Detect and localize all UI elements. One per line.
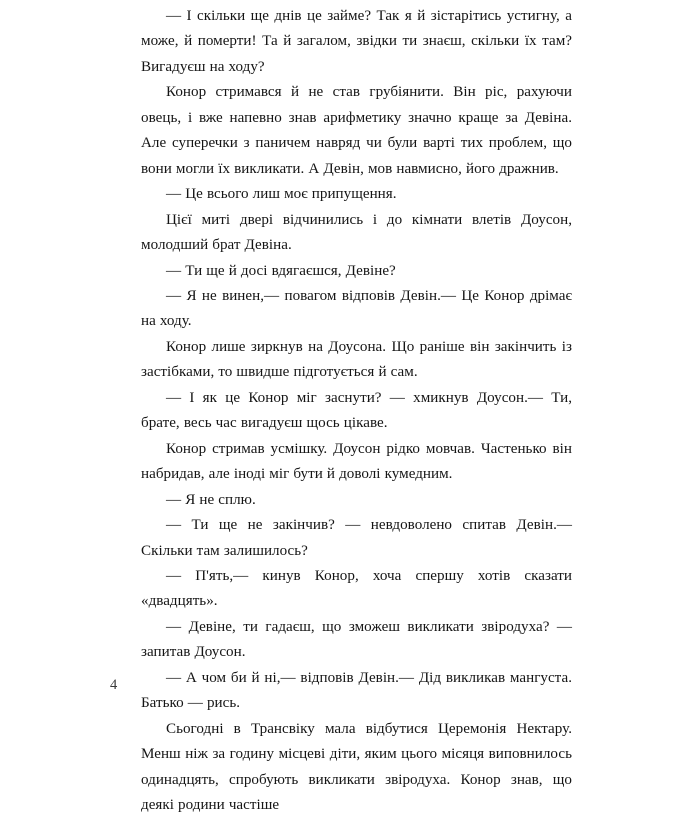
page-number: 4 — [110, 677, 118, 693]
paragraph: — Девіне, ти гадаєш, що зможеш викликати звіродуха? — запитав Доусон. — [141, 618, 572, 661]
paragraph: — І як це Конор міг заснути? — хмикнув Доусон.— Ти, брате, весь час вигадуєш щось цікаве. — [141, 389, 572, 432]
paragraph: — І скільки ще днів це займе? Так я й зістарітись устигну, а може, й померти! Та й загалом, звідки ти знаєш, скільки їх там? Вигадуєш на ходу? — [141, 8, 572, 75]
paragraph: — П'ять,— кинув Конор, хоча спершу хотів сказати «двадцять». — [141, 567, 572, 610]
paragraph: Конор лише зиркнув на Доусона. Що раніше він закінчить із застібками, то швидше підготується й сам. — [141, 338, 572, 381]
paragraph: — А чом би й ні,— відповів Девін.— Дід викликав мангуста. Батько — рись. — [141, 669, 572, 712]
paragraph: — Це всього лиш моє припущення. — [166, 186, 397, 203]
paragraph: Конор стримав усмішку. Доусон рідко мовчав. Частенько він набридав, але іноді міг бути й доволі кумедним. — [141, 440, 572, 483]
paragraph: Цієї миті двері відчинились і до кімнати влетів Доусон, молодший брат Девіна. — [141, 211, 572, 254]
paragraph: Конор стримався й не став грубіянити. Він ріс, рахуючи овець, і вже напевно знав арифметику значно краще за Девіна. Але суперечки з паничем навряд чи були варті тих проблем, що вони могли їх викликати. А Девін, мов навмисно, його дражнив. — [141, 84, 572, 177]
paragraph: — Я не сплю. — [166, 491, 256, 508]
paragraph: — Ти ще не закінчив? — невдоволено спитав Девін.— Скільки там залишилось? — [141, 517, 572, 559]
paragraph: — Я не винен,— повагом відповів Девін.— Це Конор дрімає на ходу. — [141, 287, 572, 330]
paragraph: — Ти ще й досі вдягаєшся, Девіне? — [166, 262, 396, 279]
paragraph: Сьогодні в Трансвіку мала відбутися Церемонія Нектару. Менш ніж за годину місцеві діти, яким цього місяця виповнилось одинадцять, спробують викликати звіродуха. Конор знав, що деякі родини частіше — [141, 720, 572, 814]
page-text-column — [141, 4, 572, 819]
